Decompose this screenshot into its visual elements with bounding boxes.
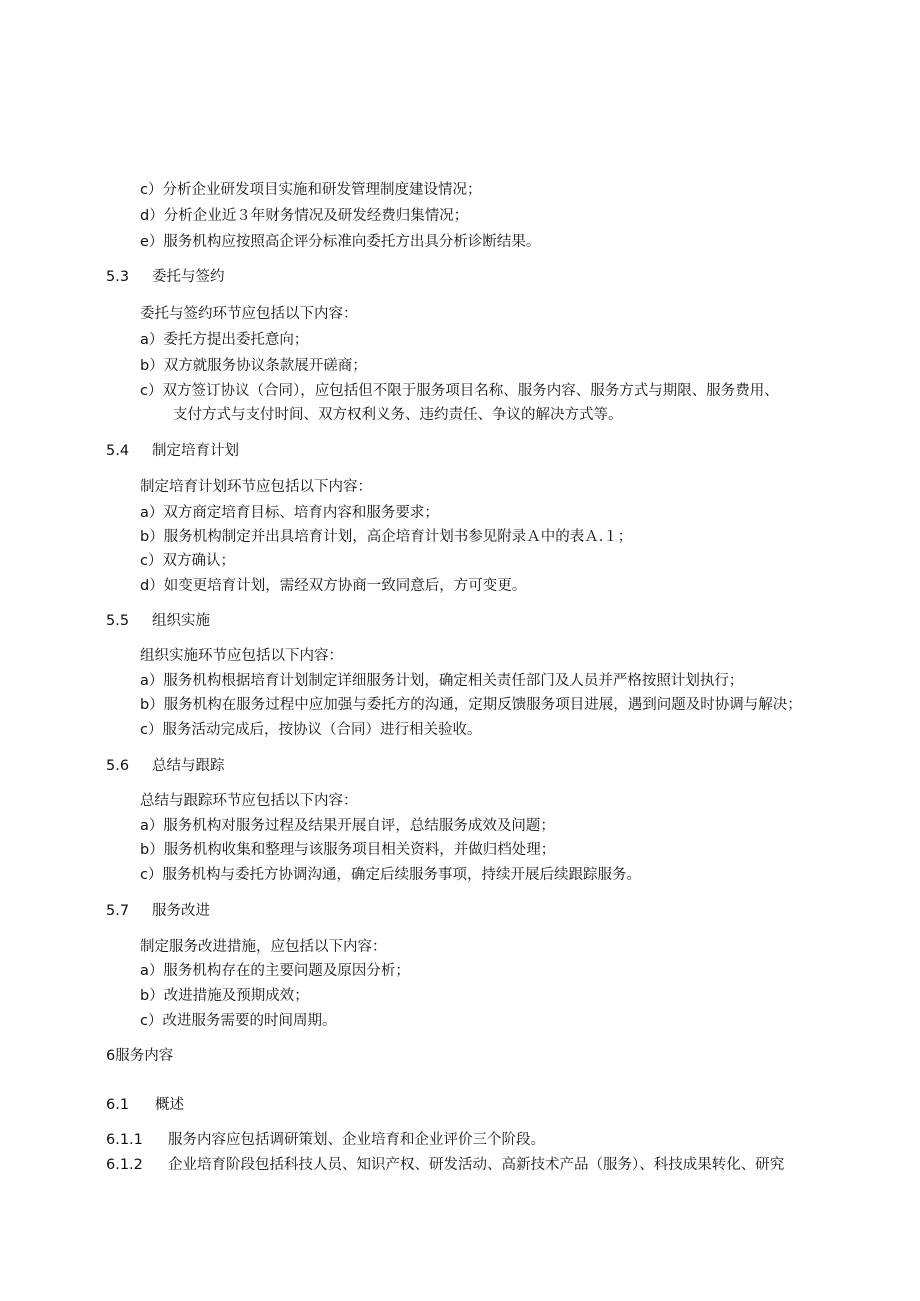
list-item: a）服务机构对服务过程及结果开展自评，总结服务成效及问题； — [140, 818, 555, 834]
section-number: 5.3 — [106, 269, 130, 285]
list-item: c）服务机构与委托方协调沟通，确定后续服务事项，持续开展后续跟踪服务。 — [140, 867, 641, 883]
list-item: c）双方签订协议（合同），应包括但不限于服务项目名称、服务内容、服务方式与期限、服务费用、 — [140, 383, 779, 399]
section-title: 组织实施 — [152, 613, 210, 629]
clause-number: 6.1.2 — [106, 1157, 143, 1173]
list-item: c）改进服务需要的时间周期。 — [140, 1013, 337, 1029]
section-intro: 委托与签约环节应包括以下内容： — [140, 306, 358, 322]
list-item: a）委托方提出委托意向； — [140, 332, 309, 348]
list-item: c）服务活动完成后，按协议（合同）进行相关验收。 — [140, 722, 482, 738]
section-intro: 总结与跟踪环节应包括以下内容： — [140, 793, 358, 809]
section-title: 总结与跟踪 — [152, 758, 225, 774]
list-item: b）服务机构收集和整理与该服务项目相关资料，并做归档处理； — [140, 842, 556, 858]
list-item: c）双方确认； — [140, 553, 235, 569]
list-item: b）服务机构在服务过程中应加强与委托方的沟通，定期反馈服务项目进展，遇到问题及时协调与解决； — [140, 697, 802, 713]
list-item: d）如变更培育计划，需经双方协商一致同意后，方可变更。 — [140, 578, 527, 594]
section-title: 概述 — [155, 1097, 184, 1113]
section-number: 5.5 — [106, 613, 130, 629]
list-item: d）分析企业近３年财务情况及研发经费归集情况； — [140, 208, 469, 224]
section-intro: 组织实施环节应包括以下内容： — [140, 648, 343, 664]
list-item: b）改进措施及预期成效； — [140, 988, 309, 1004]
list-item: e）服务机构应按照高企评分标准向委托方出具分析诊断结果。 — [140, 234, 541, 250]
section-number: 5.7 — [106, 903, 130, 919]
list-item: b）双方就服务协议条款展开磋商； — [140, 358, 367, 374]
chapter-heading: 6服务内容 — [106, 1048, 174, 1064]
list-item: b）服务机构制定并出具培育计划，高企培育计划书参见附录Ａ中的表Ａ.１； — [140, 529, 633, 545]
section-title: 委托与签约 — [152, 269, 225, 285]
list-item: a）服务机构存在的主要问题及原因分析； — [140, 963, 410, 979]
section-title: 服务改进 — [152, 903, 210, 919]
section-number: 5.6 — [106, 758, 130, 774]
list-item-continuation: 支付方式与支付时间、双方权利义务、违约责任、争议的解决方式等。 — [173, 407, 623, 423]
list-item: a）双方商定培育目标、培育内容和服务要求； — [140, 505, 439, 521]
section-intro: 制定培育计划环节应包括以下内容： — [140, 479, 372, 495]
section-title: 制定培育计划 — [152, 443, 239, 459]
clause-text: 企业培育阶段包括科技人员、知识产权、研发活动、高新技术产品（服务）、科技成果转化、研究 — [168, 1157, 785, 1173]
list-item: c）分析企业研发项目实施和研发管理制度建设情况； — [140, 182, 482, 198]
section-intro: 制定服务改进措施，应包括以下内容： — [140, 939, 387, 955]
list-item: a）服务机构根据培育计划制定详细服务计划，确定相关责任部门及人员并严格按照计划执行； — [140, 673, 744, 689]
section-number: 5.4 — [106, 443, 130, 459]
clause-number: 6.1.1 — [106, 1132, 143, 1148]
section-number: 6.1 — [106, 1097, 130, 1113]
clause-text: 服务内容应包括调研策划、企业培育和企业评价三个阶段。 — [168, 1132, 545, 1148]
